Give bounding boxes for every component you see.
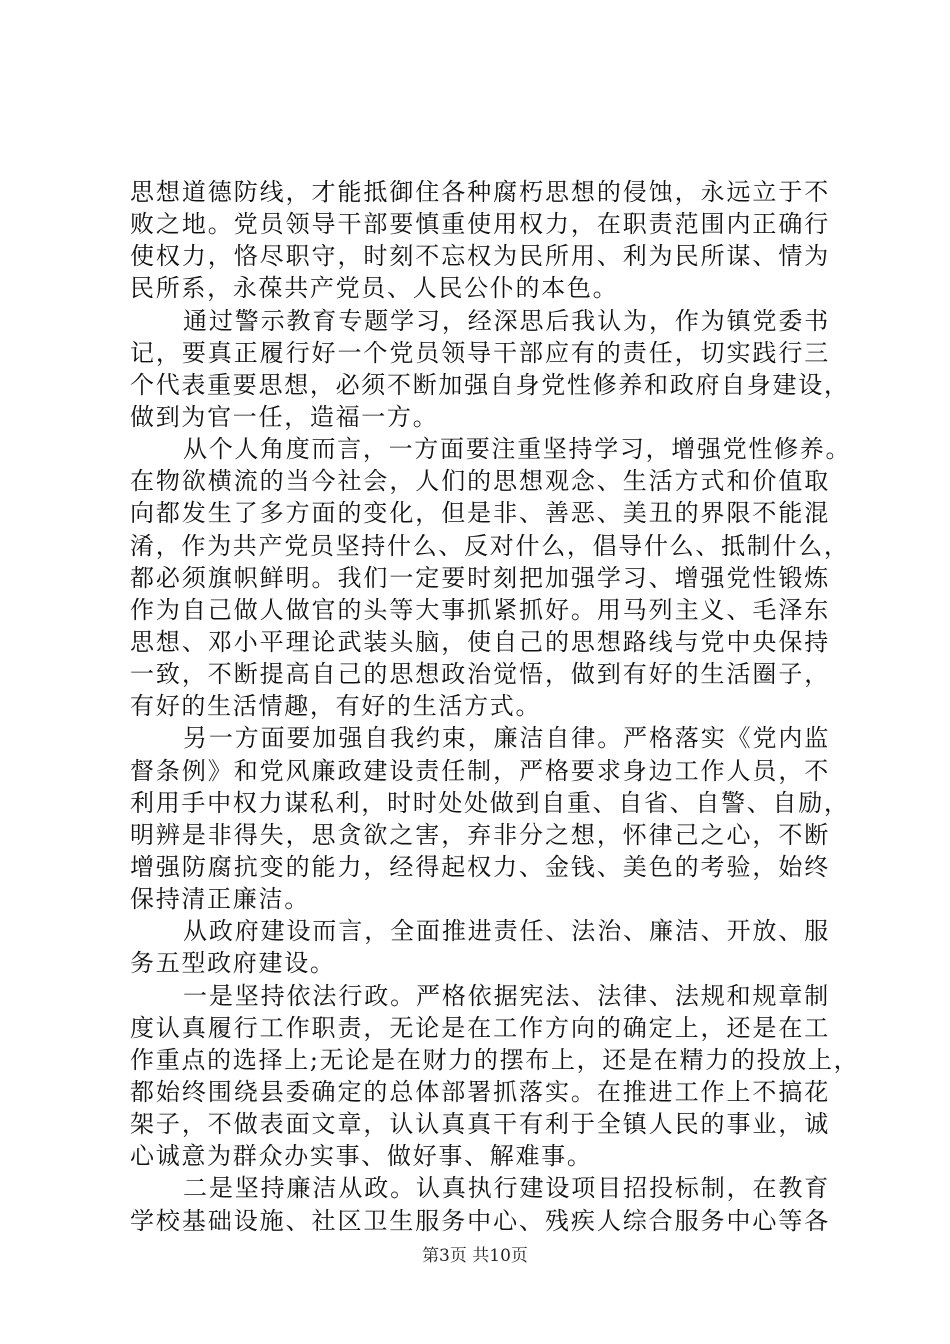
text-line: 败之地。党员领导干部要慎重使用权力，在职责范围内正确行 bbox=[130, 210, 830, 239]
text-line: 作为自己做人做官的头等大事抓紧抓好。用马列主义、毛泽东 bbox=[130, 595, 830, 624]
paragraph-start-line: 通过警示教育专题学习，经深思后我认为，作为镇党委书 bbox=[183, 306, 830, 335]
text-line: 作重点的选择上;无论是在财力的摆布上，还是在精力的投放上， bbox=[130, 1045, 860, 1074]
text-line: 记，要真正履行好一个党员领导干部应有的责任，切实践行三 bbox=[130, 338, 830, 367]
text-line: 使权力，恪尽职守，时刻不忘权为民所用、利为民所谋、情为 bbox=[130, 242, 830, 271]
document-body bbox=[130, 176, 860, 1237]
text-line: 有好的生活情趣，有好的生活方式。 bbox=[130, 692, 542, 721]
text-line: 做到为官一任，造福一方。 bbox=[130, 402, 439, 431]
page-number-footer: 第3页 共10页 bbox=[422, 1246, 528, 1266]
text-line: 都必须旗帜鲜明。我们一定要时刻把加强学习、增强党性锻炼 bbox=[130, 563, 830, 592]
paragraph-start-line: 另一方面要加强自我约束，廉洁自律。严格落实《党内监 bbox=[183, 724, 830, 753]
text-line: 架子，不做表面文章，认认真真干有利于全镇人民的事业，诚 bbox=[130, 1110, 830, 1139]
text-line: 利用手中权力谋私利，时时处处做到自重、自省、自警、自励， bbox=[130, 788, 850, 817]
text-line: 督条例》和党风廉政建设责任制，严格要求身边工作人员，不 bbox=[130, 756, 830, 785]
text-line: 思想、邓小平理论武装头脑，使自己的思想路线与党中央保持 bbox=[130, 627, 830, 656]
text-line: 增强防腐抗变的能力，经得起权力、金钱、美色的考验，始终 bbox=[130, 852, 830, 881]
text-line: 学校基础设施、社区卫生服务中心、残疾人综合服务中心等各 bbox=[130, 1206, 830, 1235]
text-line: 度认真履行工作职责，无论是在工作方向的确定上，还是在工 bbox=[130, 1013, 830, 1042]
paragraph-start-line: 从政府建设而言，全面推进责任、法治、廉洁、开放、服 bbox=[183, 917, 830, 946]
text-line: 一致，不断提高自己的思想政治觉悟，做到有好的生活圈子， bbox=[130, 660, 830, 689]
text-line: 保持清正廉洁。 bbox=[130, 885, 310, 914]
text-line: 淆，作为共产党员坚持什么、反对什么，倡导什么、抵制什么， bbox=[130, 531, 850, 560]
text-line: 思想道德防线，才能抵御住各种腐朽思想的侵蚀，永远立于不 bbox=[130, 178, 830, 206]
text-line: 向都发生了多方面的变化，但是非、善恶、美丑的界限不能混 bbox=[130, 499, 830, 528]
text-line: 民所系，永葆共产党员、人民公仆的本色。 bbox=[130, 274, 619, 303]
paragraph-start-line: 从个人角度而言，一方面要注重坚持学习，增强党性修养。 bbox=[183, 435, 852, 464]
text-line: 在物欲横流的当今社会，人们的思想观念、生活方式和价值取 bbox=[130, 467, 830, 496]
paragraph-start-line: 二是坚持廉洁从政。认真执行建设项目招投标制，在教育 bbox=[183, 1174, 830, 1203]
text-line: 明辨是非得失，思贪欲之害，弃非分之想，怀律己之心，不断 bbox=[130, 820, 830, 849]
text-line: 都始终围绕县委确定的总体部署抓落实。在推进工作上不搞花 bbox=[130, 1077, 830, 1106]
text-line: 务五型政府建设。 bbox=[130, 949, 336, 978]
text-line: 心诚意为群众办实事、做好事、解难事。 bbox=[130, 1142, 593, 1171]
paragraph-start-line: 一是坚持依法行政。严格依据宪法、法律、法规和规章制 bbox=[183, 981, 830, 1010]
text-line: 个代表重要思想，必须不断加强自身党性修养和政府自身建设， bbox=[130, 370, 850, 399]
